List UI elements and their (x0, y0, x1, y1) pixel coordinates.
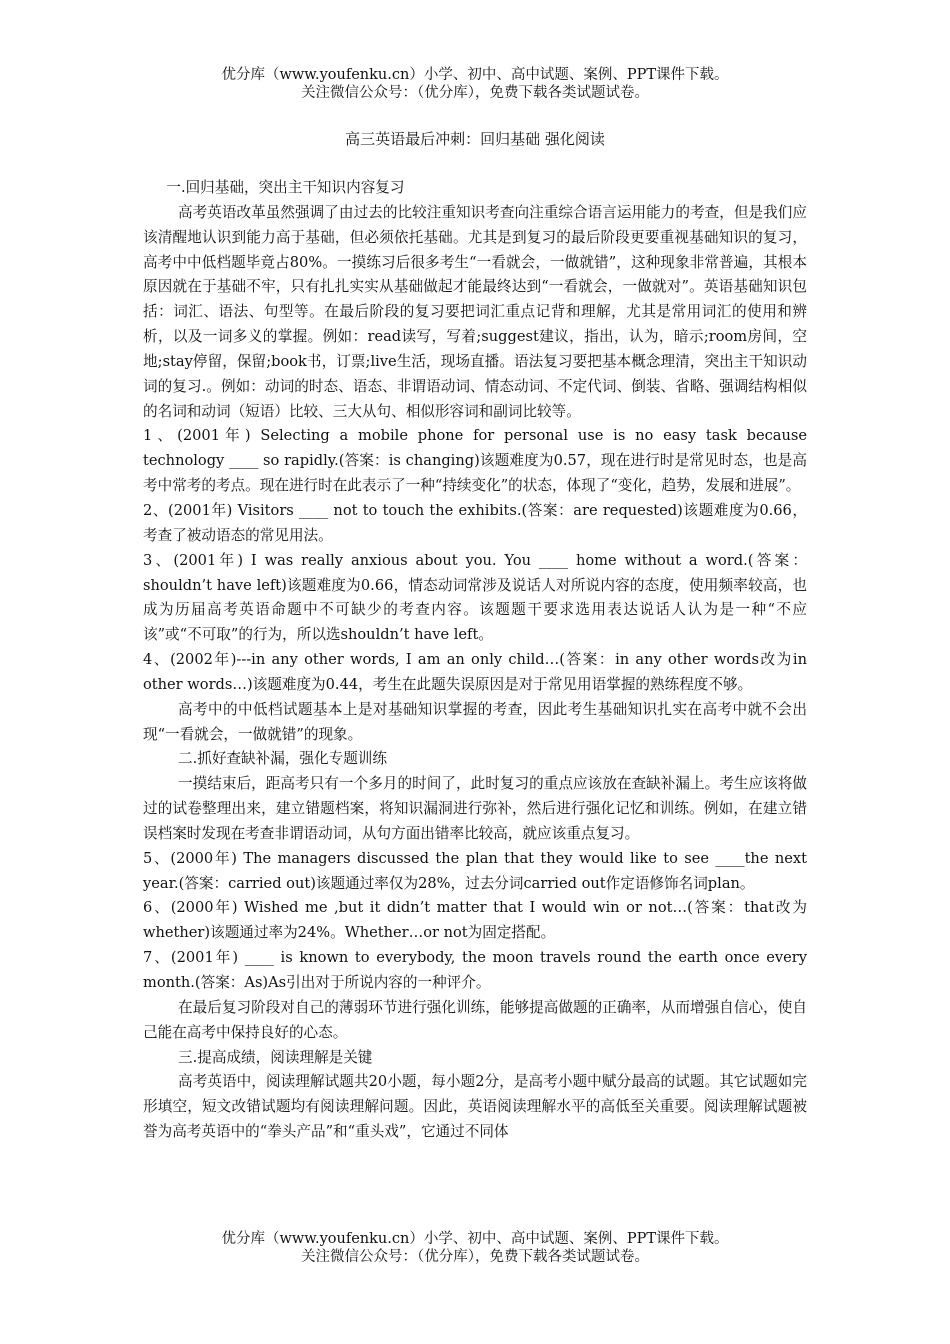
page-header (0, 66, 950, 102)
body-paragraph: 在最后复习阶段对自己的薄弱环节进行强化训练，能够提高做题的正确率，从而增强自信心，使自己能在高考中保持良好的心态。 (143, 998, 807, 1041)
document-title: 高三英语最后冲刺：回归基础 强化阅读 (345, 130, 605, 148)
example-item-2: 2、(2001年) Visitors ____ not to touch the exhibits.(答案：are requested)该题难度为0.66，考查了被动语态的常见用法。 (143, 501, 807, 544)
document-body (143, 176, 807, 1145)
example-item-3: 3、(2001年) I was really anxious about you. You ____ home without a word.(答案：shouldn’t have left)该题难度为0.66，情态动词常涉及说话人对所说内容的态度，使用频率较高，也成为历届高考英语命题中不可缺少的考查内容。该题题干要求选用表达说话人认为是一种“不应该”或“不可取”的行为，所以选shouldn’t have left。 (143, 551, 807, 644)
example-item-7: 7、(2001年) ____ is known to everybody, the moon travels round the earth once every month.(答案：As)As引出对于所说内容的一种评介。 (143, 949, 807, 991)
example-item-6: 6、(2000年) Wished me ,but it didn’t matter that I would win or not…(答案：that改为whether)该题通过率为24%。Whether…or not为固定搭配。 (143, 899, 807, 942)
section-heading-1: 一.回归基础，突出主干知识内容复习 (166, 179, 405, 196)
footer-line-2: 关注微信公众号：（优分库），免费下载各类试题试卷。 (301, 1249, 649, 1265)
section-heading-2: 二.抓好查缺补漏，强化专题训练 (178, 750, 387, 768)
body-paragraph: 一摸结束后，距高考只有一个多月的时间了，此时复习的重点应该放在查缺补漏上。考生应该将做过的试卷整理出来，建立错题档案，将知识漏洞进行弥补，然后进行强化记忆和训练。例如，在建立错误档案时发现在考查非谓语动词，从句方面出错率比较高，就应该重点复习。 (143, 775, 807, 842)
footer-line-1: 优分库（www.youfenku.cn）小学、初中、高中试题、案例、PPT课件下载。 (221, 1231, 729, 1247)
example-item-4: 4、(2002年)---in any other words, I am an only child…(答案：in any other words改为in other words…)该题难度为0.44，考生在此题失误原因是对于常见用语掌握的熟练程度不够。 (143, 651, 807, 693)
page-footer (0, 1230, 950, 1266)
header-line-1: 优分库（www.youfenku.cn）小学、初中、高中试题、案例、PPT课件下载。 (221, 67, 729, 83)
example-item-5: 5、(2000年) The managers discussed the plan that they would like to see ____the next year.(答案：carried out)该题通过率仅为28%，过去分词carried out作定语修饰名词plan。 (143, 849, 807, 892)
body-paragraph: 高考英语改革虽然强调了由过去的比较注重知识考查向注重综合语言运用能力的考查，但是我们应该清醒地认识到能力高于基础，但必须依托基础。尤其是到复习的最后阶段更要重视基础知识的复习，高考中中低档题毕竟占80%。一摸练习后很多考生“一看就会，一做就错”，这种现象非常普遍，其根本原因就在于基础不牢，只有扎扎实实从基础做起才能最终达到“一看就会，一做就对”。英语基础知识包括：词汇、语法、句型等。在最后阶段的复习要把词汇重点记背和理解，尤其是常用词汇的使用和辨析，以及一词多义的掌握。例如：read读写，写着;suggest建议，指出，认为，暗示;room房间，空地;stay停留，保留;book书，订票;live生活，现场直播。语法复习要把基本概念理清，突出主干知识动词的复习.。例如：动词的时态、语态、非谓语动词、情态动词、不定代词、倒装、省略、强调结构相似的名词和动词（短语）比较、三大从句、相似形容词和副词比较等。 (143, 203, 807, 420)
example-item-1: 1、(2001年) Selecting a mobile phone for personal use is no easy task because technology ____ so rapidly.(答案：is changing)该题难度为0.57，现在进行时是常见时态，也是高考中常考的考点。现在进行时在此表示了一种“持续变化”的状态，体现了“变化，趋势，发展和进展”。 (143, 427, 807, 495)
section-heading-3: 三.提高成绩，阅读理解是关键 (178, 1048, 373, 1066)
header-line-2: 关注微信公众号：（优分库），免费下载各类试题试卷。 (301, 85, 649, 101)
body-paragraph: 高考中的中低档试题基本上是对基础知识掌握的考查，因此考生基础知识扎实在高考中就不会出现“一看就会，一做就错”的现象。 (143, 700, 807, 743)
body-paragraph: 高考英语中，阅读理解试题共20小题，每小题2分，是高考小题中赋分最高的试题。其它试题如完形填空，短文改错试题均有阅读理解问题。因此，英语阅读理解水平的高低至关重要。阅读理解试题被誉为高考英语中的“拳头产品”和“重头戏”，它通过不同体 (143, 1073, 807, 1141)
